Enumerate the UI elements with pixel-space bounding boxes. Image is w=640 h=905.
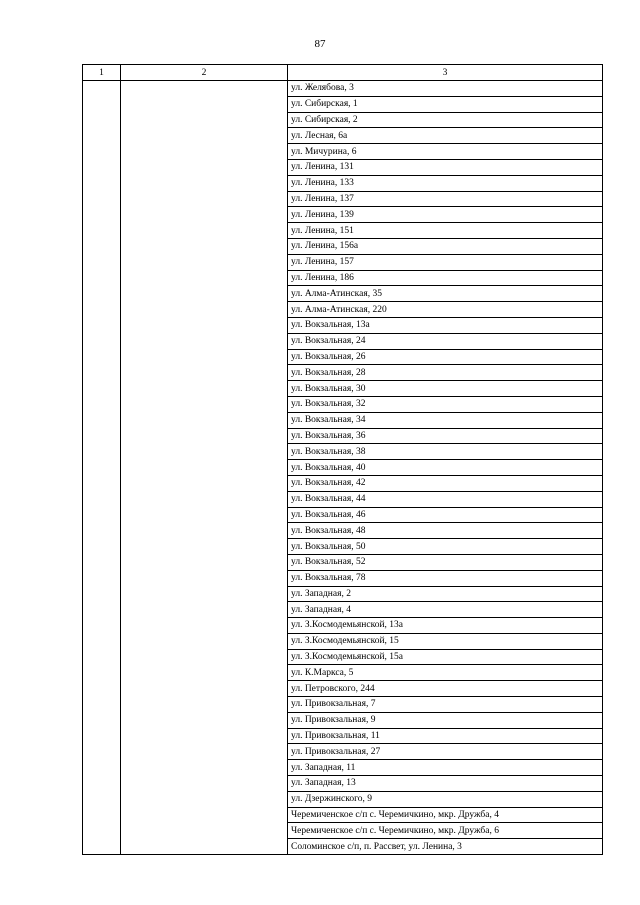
address-cell: ул. Вокзальная, 78 [288, 570, 603, 586]
address-cell: ул. З.Космодемьянской, 13а [288, 618, 603, 634]
table-row [83, 81, 603, 97]
address-cell: ул. Вокзальная, 50 [288, 539, 603, 555]
table-body [83, 81, 603, 855]
address-cell: Черемиченское с/п с. Черемичкино, мкр. Дружба, 6 [288, 823, 603, 839]
address-cell: ул. З.Космодемьянской, 15а [288, 649, 603, 665]
address-cell: ул. З.Космодемьянской, 15 [288, 633, 603, 649]
column-2-cell [121, 81, 288, 855]
column-header-1: 1 [83, 65, 121, 81]
address-cell: ул. Привокзальная, 27 [288, 744, 603, 760]
address-cell: ул. Западная, 13 [288, 776, 603, 792]
address-cell: ул. Вокзальная, 32 [288, 396, 603, 412]
address-cell: Соломинское с/п, п. Рассвет, ул. Ленина, 3 [288, 839, 603, 855]
address-cell: ул. Вокзальная, 52 [288, 554, 603, 570]
address-cell: ул. Вокзальная, 24 [288, 333, 603, 349]
address-cell: ул. Ленина, 156а [288, 238, 603, 254]
address-cell: ул. Ленина, 186 [288, 270, 603, 286]
address-cell: ул. Алма-Атинская, 35 [288, 286, 603, 302]
address-cell: ул. Ленина, 139 [288, 207, 603, 223]
address-cell: ул. Вокзальная, 13а [288, 317, 603, 333]
address-cell: ул. Ленина, 131 [288, 159, 603, 175]
address-cell: ул. Ленина, 137 [288, 191, 603, 207]
page-number: 87 [314, 38, 326, 50]
address-cell: ул. К.Маркса, 5 [288, 665, 603, 681]
address-cell: ул. Вокзальная, 26 [288, 349, 603, 365]
address-cell: ул. Вокзальная, 40 [288, 460, 603, 476]
address-cell: ул. Вокзальная, 30 [288, 381, 603, 397]
address-cell: ул. Западная, 4 [288, 602, 603, 618]
address-cell: ул. Вокзальная, 36 [288, 428, 603, 444]
address-cell: ул. Привокзальная, 11 [288, 728, 603, 744]
address-cell: ул. Привокзальная, 9 [288, 712, 603, 728]
address-cell: Черемиченское с/п с. Черемичкино, мкр. Дружба, 4 [288, 807, 603, 823]
address-cell: ул. Западная, 2 [288, 586, 603, 602]
address-cell: ул. Вокзальная, 48 [288, 523, 603, 539]
address-cell: ул. Дзержинского, 9 [288, 791, 603, 807]
address-table [82, 64, 603, 855]
address-cell: ул. Привокзальная, 7 [288, 697, 603, 713]
address-cell: ул. Ленина, 157 [288, 254, 603, 270]
address-cell: ул. Мичурина, 6 [288, 144, 603, 160]
address-cell: ул. Ленина, 151 [288, 223, 603, 239]
address-cell: ул. Вокзальная, 28 [288, 365, 603, 381]
address-cell: ул. Вокзальная, 34 [288, 412, 603, 428]
address-cell: ул. Вокзальная, 38 [288, 444, 603, 460]
column-header-3: 3 [288, 65, 603, 81]
address-cell: ул. Вокзальная, 46 [288, 507, 603, 523]
address-cell: ул. Лесная, 6а [288, 128, 603, 144]
address-cell: ул. Вокзальная, 44 [288, 491, 603, 507]
address-cell: ул. Алма-Атинская, 220 [288, 302, 603, 318]
address-cell: ул. Ленина, 133 [288, 175, 603, 191]
column-1-cell [83, 81, 121, 855]
address-cell: ул. Петровского, 244 [288, 681, 603, 697]
table-header-row [83, 65, 603, 81]
column-header-2: 2 [121, 65, 288, 81]
address-cell: ул. Сибирская, 2 [288, 112, 603, 128]
address-cell: ул. Сибирская, 1 [288, 96, 603, 112]
address-cell: ул. Западная, 11 [288, 760, 603, 776]
address-cell: ул. Вокзальная, 42 [288, 475, 603, 491]
address-cell: ул. Желябова, 3 [288, 81, 603, 97]
